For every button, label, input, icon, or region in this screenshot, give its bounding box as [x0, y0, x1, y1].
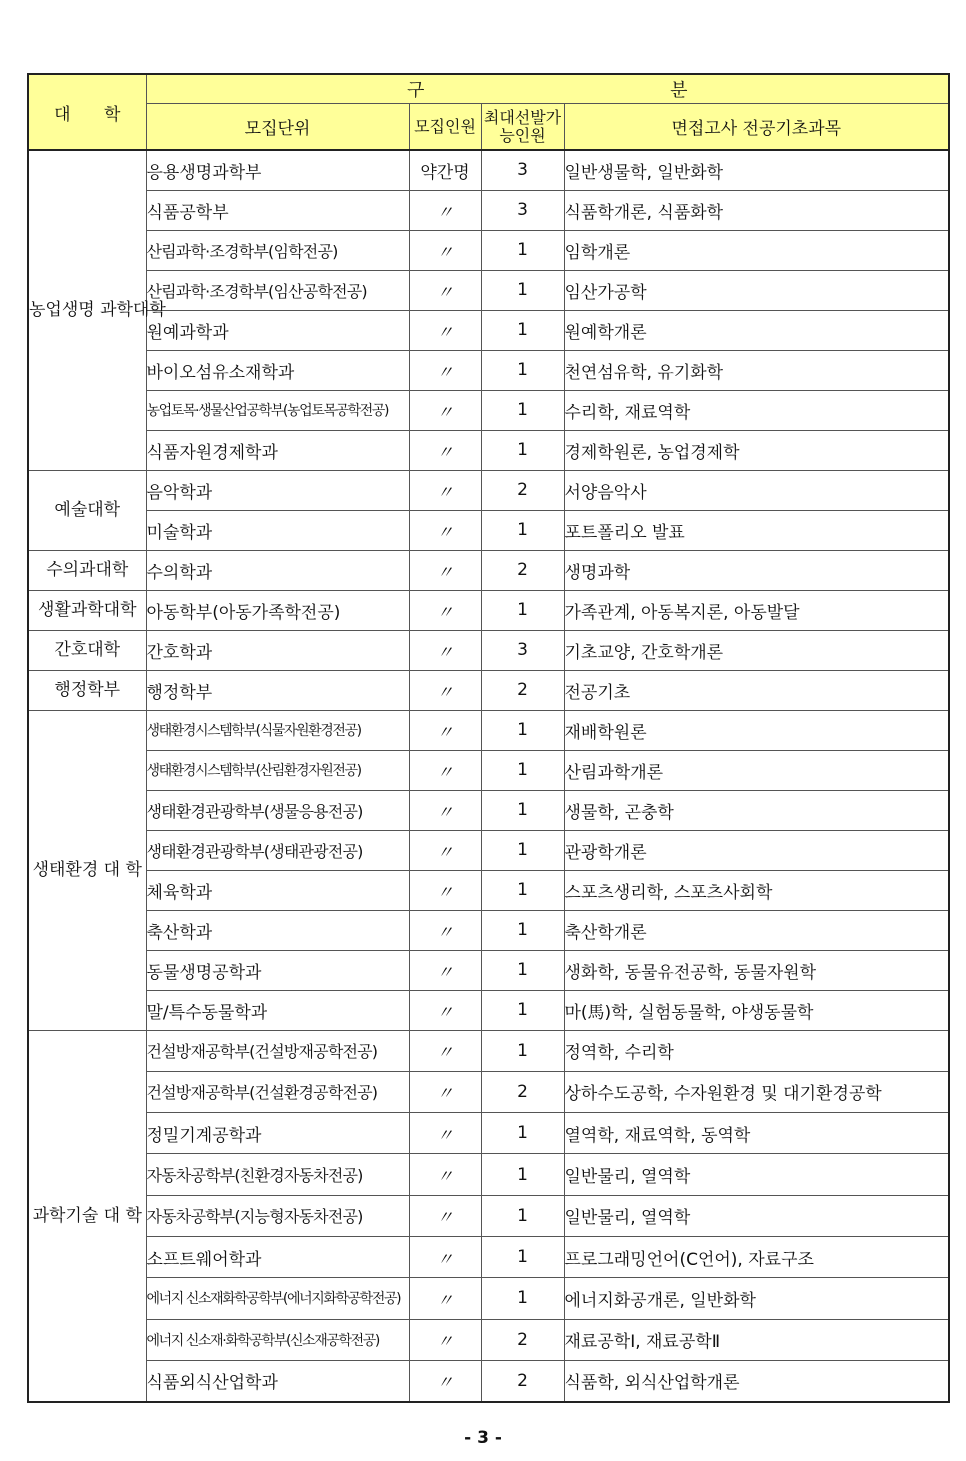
college-cell: 예술대학 — [28, 470, 146, 550]
max-select-cell: 1 — [481, 1030, 564, 1071]
unit-cell: 미술학과 — [146, 510, 409, 550]
table-row — [28, 1113, 949, 1154]
table-row — [28, 1195, 949, 1236]
header-unit: 모집단위 — [146, 104, 409, 151]
subject-cell: 일반물리, 열역학 — [564, 1195, 949, 1236]
subject-cell: 산림과학개론 — [564, 750, 949, 790]
unit-cell: 아동학부(아동가족학전공) — [146, 590, 409, 630]
max-select-cell: 1 — [481, 830, 564, 870]
unit-cell: 정밀기계공학과 — [146, 1113, 409, 1154]
table-row — [28, 1319, 949, 1360]
subject-cell: 생명과학 — [564, 550, 949, 590]
header-max-select: 최대선발가능인원 — [481, 104, 564, 151]
max-select-cell: 1 — [481, 390, 564, 430]
recruit-cell: 〃 — [409, 590, 481, 630]
unit-cell: 체육학과 — [146, 870, 409, 910]
max-select-cell: 1 — [481, 990, 564, 1030]
table-row — [28, 1360, 949, 1401]
subject-cell: 축산학개론 — [564, 910, 949, 950]
table-row — [28, 430, 949, 470]
recruit-cell: 〃 — [409, 430, 481, 470]
unit-cell: 생태환경시스템학부(산림환경자원전공) — [146, 750, 409, 790]
max-select-cell: 1 — [481, 710, 564, 750]
unit-cell: 식품공학부 — [146, 190, 409, 230]
recruit-cell: 〃 — [409, 350, 481, 390]
max-select-cell: 1 — [481, 790, 564, 830]
unit-cell: 바이오섬유소재학과 — [146, 350, 409, 390]
recruit-cell: 〃 — [409, 1113, 481, 1154]
table-header — [28, 74, 949, 150]
college-cell: 생활과학대학 — [28, 590, 146, 630]
unit-cell: 원예과학과 — [146, 310, 409, 350]
recruit-cell: 〃 — [409, 190, 481, 230]
subject-cell: 일반생물학, 일반화학 — [564, 150, 949, 190]
table-row — [28, 870, 949, 910]
max-select-cell: 1 — [481, 270, 564, 310]
table-row — [28, 190, 949, 230]
college-cell: 행정학부 — [28, 670, 146, 710]
subject-cell: 생물학, 곤충학 — [564, 790, 949, 830]
max-select-cell: 3 — [481, 190, 564, 230]
recruit-cell: 〃 — [409, 230, 481, 270]
table-row — [28, 670, 949, 710]
recruit-cell: 〃 — [409, 310, 481, 350]
recruit-cell: 〃 — [409, 710, 481, 750]
unit-cell: 음악학과 — [146, 470, 409, 510]
recruit-cell: 〃 — [409, 550, 481, 590]
subject-cell: 기초교양, 간호학개론 — [564, 630, 949, 670]
recruit-cell: 〃 — [409, 990, 481, 1030]
recruit-cell: 〃 — [409, 790, 481, 830]
unit-cell: 자동차공학부(친환경자동차전공) — [146, 1154, 409, 1195]
max-select-cell: 1 — [481, 950, 564, 990]
table-row — [28, 990, 949, 1030]
recruit-cell: 〃 — [409, 1360, 481, 1401]
max-select-cell: 1 — [481, 310, 564, 350]
table-row — [28, 470, 949, 510]
table-row — [28, 710, 949, 750]
unit-cell: 농업토목·생물산업공학부(농업토목공학전공) — [146, 390, 409, 430]
subject-cell: 전공기초 — [564, 670, 949, 710]
max-select-cell: 2 — [481, 1319, 564, 1360]
recruit-cell: 〃 — [409, 1319, 481, 1360]
table-row — [28, 910, 949, 950]
max-select-cell: 1 — [481, 910, 564, 950]
unit-cell: 식품외식산업학과 — [146, 1360, 409, 1401]
table-row — [28, 630, 949, 670]
subject-cell: 원예학개론 — [564, 310, 949, 350]
max-select-cell: 1 — [481, 1236, 564, 1277]
college-cell: 농업생명 과학대학 — [28, 150, 146, 470]
header-recruit: 모집인원 — [409, 104, 481, 151]
max-select-cell: 1 — [481, 750, 564, 790]
max-select-cell: 1 — [481, 1113, 564, 1154]
unit-cell: 식품자원경제학과 — [146, 430, 409, 470]
header-gubun: 구 분 — [146, 74, 949, 104]
recruit-cell: 〃 — [409, 470, 481, 510]
subject-cell: 경제학원론, 농업경제학 — [564, 430, 949, 470]
table-row — [28, 550, 949, 590]
max-select-cell: 1 — [481, 1278, 564, 1319]
unit-cell: 생태환경관광학부(생태관광전공) — [146, 830, 409, 870]
subject-cell: 스포츠생리학, 스포츠사회학 — [564, 870, 949, 910]
subject-cell: 포트폴리오 발표 — [564, 510, 949, 550]
college-cell: 생태환경 대 학 — [28, 710, 146, 1030]
max-select-cell: 1 — [481, 590, 564, 630]
header-subject: 면접고사 전공기초과목 — [564, 104, 949, 151]
table-row — [28, 750, 949, 790]
subject-cell: 일반물리, 열역학 — [564, 1154, 949, 1195]
subject-cell: 임학개론 — [564, 230, 949, 270]
recruit-cell: 〃 — [409, 870, 481, 910]
unit-cell: 말/특수동물학과 — [146, 990, 409, 1030]
table-row — [28, 150, 949, 190]
table-row — [28, 830, 949, 870]
table-body — [28, 150, 949, 1402]
unit-cell: 축산학과 — [146, 910, 409, 950]
subject-cell: 재료공학Ⅰ, 재료공학Ⅱ — [564, 1319, 949, 1360]
unit-cell: 소프트웨어학과 — [146, 1236, 409, 1277]
recruit-cell: 〃 — [409, 830, 481, 870]
unit-cell: 건설방재공학부(건설환경공학전공) — [146, 1071, 409, 1112]
subject-cell: 생화학, 동물유전공학, 동물자원학 — [564, 950, 949, 990]
max-select-cell: 1 — [481, 230, 564, 270]
unit-cell: 동물생명공학과 — [146, 950, 409, 990]
max-select-cell: 2 — [481, 1360, 564, 1401]
unit-cell: 생태환경관광학부(생물응용전공) — [146, 790, 409, 830]
unit-cell: 산림과학·조경학부(임학전공) — [146, 230, 409, 270]
subject-cell: 열역학, 재료역학, 동역학 — [564, 1113, 949, 1154]
table-row — [28, 390, 949, 430]
table-row — [28, 270, 949, 310]
max-select-cell: 2 — [481, 550, 564, 590]
subject-cell: 가족관계, 아동복지론, 아동발달 — [564, 590, 949, 630]
table-row — [28, 230, 949, 270]
header-college: 대 학 — [28, 74, 146, 150]
subject-cell: 관광학개론 — [564, 830, 949, 870]
subject-cell: 천연섬유학, 유기화학 — [564, 350, 949, 390]
subject-cell: 마(馬)학, 실험동물학, 야생동물학 — [564, 990, 949, 1030]
recruit-cell: 〃 — [409, 390, 481, 430]
table-row — [28, 1154, 949, 1195]
subject-cell: 상하수도공학, 수자원환경 및 대기환경공학 — [564, 1071, 949, 1112]
subject-cell: 임산가공학 — [564, 270, 949, 310]
max-select-cell: 1 — [481, 1154, 564, 1195]
unit-cell: 수의학과 — [146, 550, 409, 590]
subject-cell: 서양음악사 — [564, 470, 949, 510]
recruit-cell: 〃 — [409, 1278, 481, 1319]
subject-cell: 프로그래밍언어(C언어), 자료구조 — [564, 1236, 949, 1277]
subject-cell: 재배학원론 — [564, 710, 949, 750]
recruit-cell: 〃 — [409, 910, 481, 950]
unit-cell: 행정학부 — [146, 670, 409, 710]
table-row — [28, 350, 949, 390]
unit-cell: 건설방재공학부(건설방재공학전공) — [146, 1030, 409, 1071]
recruit-cell: 〃 — [409, 670, 481, 710]
max-select-cell: 1 — [481, 870, 564, 910]
unit-cell: 간호학과 — [146, 630, 409, 670]
table-row — [28, 1030, 949, 1071]
recruit-cell: 〃 — [409, 270, 481, 310]
table-row — [28, 790, 949, 830]
table-row — [28, 950, 949, 990]
recruitment-table — [27, 73, 950, 1403]
subject-cell: 식품학개론, 식품화학 — [564, 190, 949, 230]
college-cell: 간호대학 — [28, 630, 146, 670]
table-row — [28, 310, 949, 350]
unit-cell: 산림과학·조경학부(임산공학전공) — [146, 270, 409, 310]
max-select-cell: 1 — [481, 1195, 564, 1236]
recruit-cell: 〃 — [409, 1154, 481, 1195]
recruit-cell: 〃 — [409, 950, 481, 990]
max-select-cell: 1 — [481, 510, 564, 550]
table-row — [28, 1236, 949, 1277]
table-row — [28, 510, 949, 550]
recruit-cell: 〃 — [409, 510, 481, 550]
max-select-cell: 2 — [481, 470, 564, 510]
college-cell: 과학기술 대 학 — [28, 1030, 146, 1402]
college-cell: 수의과대학 — [28, 550, 146, 590]
subject-cell: 에너지화공개론, 일반화학 — [564, 1278, 949, 1319]
unit-cell: 응용생명과학부 — [146, 150, 409, 190]
recruit-cell: 〃 — [409, 1071, 481, 1112]
max-select-cell: 1 — [481, 350, 564, 390]
recruit-cell: 〃 — [409, 630, 481, 670]
table-row — [28, 1278, 949, 1319]
max-select-cell: 1 — [481, 430, 564, 470]
unit-cell: 자동차공학부(지능형자동차전공) — [146, 1195, 409, 1236]
recruit-cell: 〃 — [409, 1236, 481, 1277]
recruit-cell: 〃 — [409, 1030, 481, 1071]
unit-cell: 에너지 신소재화학공학부(에너지화학공학전공) — [146, 1278, 409, 1319]
max-select-cell: 2 — [481, 670, 564, 710]
subject-cell: 수리학, 재료역학 — [564, 390, 949, 430]
recruit-cell: 약간명 — [409, 150, 481, 190]
max-select-cell: 3 — [481, 630, 564, 670]
subject-cell: 식품학, 외식산업학개론 — [564, 1360, 949, 1401]
max-select-cell: 3 — [481, 150, 564, 190]
table-row — [28, 1071, 949, 1112]
recruit-cell: 〃 — [409, 750, 481, 790]
page-number: - 3 - — [464, 1428, 502, 1448]
subject-cell: 정역학, 수리학 — [564, 1030, 949, 1071]
table-row — [28, 590, 949, 630]
unit-cell: 에너지 신소재·화학공학부(신소재공학전공) — [146, 1319, 409, 1360]
unit-cell: 생태환경시스템학부(식물자원환경전공) — [146, 710, 409, 750]
recruit-cell: 〃 — [409, 1195, 481, 1236]
max-select-cell: 2 — [481, 1071, 564, 1112]
